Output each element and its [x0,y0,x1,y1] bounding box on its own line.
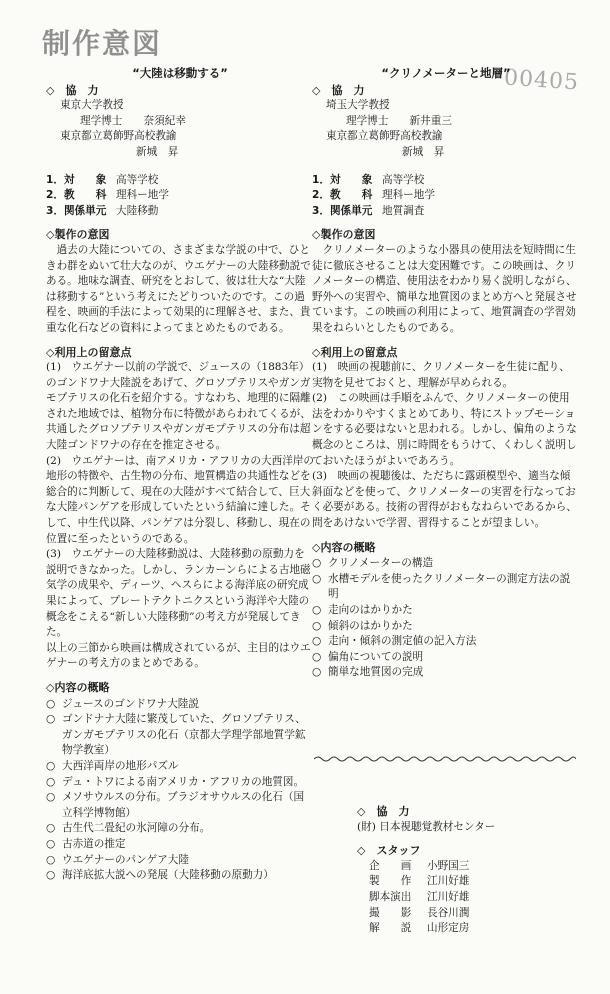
list-item: ○ 古生代二畳紀の氷河障の分布。 [46,821,314,837]
right-meta-block [312,173,580,220]
right-content-heading: ◇内容の概略 [312,540,376,554]
right-meta-label: 1．対 象 [312,173,373,186]
left-film-title: “大陸は移動する” [132,66,228,80]
right-cooperation-heading: ◇ 協 力 [312,83,365,97]
left-meta-label: 2．教 科 [46,189,107,202]
staff-name: 小野国三 [427,859,470,872]
left-usage-item: (2) ウエゲナーは、南アメリカ・アフリカの大西洋岸の地形の特徴や、古生物の分布、地質構造の共通性などを総合的に判断して、現在の大陸がすべて結合して、巨大な大陸パンゲアを形成していたという結論に達した。そして、中生代以降、パンゲアは分裂し、移動し、現在の位置に至ったというのである。 [46,454,314,545]
left-content-list [46,697,314,884]
bullet-icon: ○ [46,759,56,772]
right-content-list [312,556,580,681]
staff-name: 江川好雄 [427,890,470,903]
staff-role: 解 説 [369,922,412,935]
support-organization: (財) 日本視聴覚教材センター [357,820,496,833]
left-meta-label: 1．対 象 [46,173,107,186]
handwritten-stamp-number: 00405 [503,65,580,96]
right-coop-line: 新城 昇 [402,145,445,158]
left-coop-line: 東京大学教授 [60,99,124,112]
right-meta-row [312,173,580,189]
wavy-divider [314,754,576,764]
list-item: ○ 傾斜のはかりかた [312,619,580,635]
staff-role: 企 画 [369,859,412,872]
list-item: ○ ウエゲナーのパンゲア大陸 [46,853,314,869]
left-meta-label: 3．関係単元 [46,204,107,217]
bullet-icon: ○ [312,666,322,679]
left-usage-closing: 以上の三節から映画は構成されているが、主目的はウエゲナーの考え方のまとめである。 [46,641,311,670]
left-coop-line: 東京都立葛飾野高校教諭 [60,130,177,143]
left-meta-row [46,188,314,204]
bullet-icon: ○ [46,837,56,850]
right-usage-item: (3) 映画の視聴後は、ただちに露頭模型や、適当な傾斜面などを使って、クリノメーターの実習を行なっておく必要がある。技術の習得がおもなねらいであるから、問をあけないで学習、習得することが望ましい。 [312,470,577,530]
bullet-icon: ○ [46,775,56,788]
staff-row [357,921,577,937]
left-usage-item: (1) ウエゲナー以前の学説で、ジュースの（1883年）のゴンドワナ大陸説をあげて、グロソプテリスやガンガモプテリスの化石を紹介する。すなわち、地理的に隔離された地域では、植物分布に特徴があらわれてくるが、共通したグロソプテリスやガンガモプテリスの分布は超大陸ゴンドワナの存在を推定させる。 [46,361,311,452]
left-intent-heading: ◇製作の意図 [46,228,110,242]
right-meta-row [312,204,580,220]
right-film-column [312,66,580,681]
staff-heading: ◇ スタッフ [357,844,421,858]
list-item: ○ 水槽モデルを使ったクリノメーターの測定方法の説明 [312,572,580,603]
support-block [357,804,577,937]
right-meta-label: 3．関係単元 [312,204,373,217]
left-coop-line: 理学博士 奈須紀幸 [80,114,186,127]
left-cooperation-heading: ◇ 協 力 [46,83,99,97]
bullet-icon: ○ [312,650,322,663]
staff-row [357,874,577,890]
right-meta-value: 高等学校 [382,173,425,186]
right-usage-item: (1) 映画の視聴前に、クリノメーターを生徒に配り、実物を見せておくと、理解が早められる。 [312,361,570,389]
left-meta-row [46,204,314,220]
bullet-icon: ○ [46,697,56,710]
list-item: ○ メソサウルスの分布。ブラジオサウルスの化石（国立科学博物館） [46,790,314,821]
bullet-icon: ○ [46,853,56,866]
list-item: ○ 大西洋両岸の地形パズル [46,759,314,775]
list-item: ○ 偏角についての説明 [312,650,580,666]
list-item: ○ ジュースのゴンドワナ大陸説 [46,697,314,713]
bullet-icon: ○ [46,822,56,835]
right-coop-line: 東京都立葛飾野高校教諭 [326,130,443,143]
right-meta-value: 理科ー地学 [382,189,435,202]
staff-row [357,890,577,906]
left-coop-line: 新城 昇 [136,145,179,158]
staff-role: 製 作 [369,875,412,888]
list-item: ○ 走向のはかりかた [312,603,580,619]
bullet-icon: ○ [312,619,322,632]
left-meta-row [46,173,314,189]
bullet-icon: ○ [312,557,322,570]
left-meta-value: 高等学校 [116,173,159,186]
bullet-icon: ○ [312,572,322,585]
staff-row [357,906,577,922]
left-meta-value: 大陸移動 [116,204,159,217]
list-item: ○ 古赤道の推定 [46,837,314,853]
right-coop-line: 埼玉大学教授 [326,99,390,112]
list-item: ○ クリノメーターの構造 [312,556,580,572]
right-meta-label: 2．教 科 [312,189,373,202]
left-content-heading: ◇内容の概略 [46,680,110,694]
bullet-icon: ○ [312,635,322,648]
left-film-column [46,66,314,884]
staff-name: 江川好雄 [427,875,470,888]
right-coop-line: 理学博士 新井重三 [346,114,452,127]
right-intent-text: クリノメーターのような小器具の使用法を短時間に生徒に徹底させることは大変困難です。この映画は、クリノメーターの構造、使用法をわかり易く説明しながら、野外への実習や、簡単な地質図のまとめ方へと発展させています。この映画の利用によって、地質調査の学習効果をねらいとしたものである。 [312,243,577,334]
right-meta-value: 地質調査 [382,204,425,217]
right-meta-row [312,188,580,204]
left-usage-heading: ◇利用上の留意点 [46,345,132,359]
support-heading: ◇ 協 力 [357,805,410,818]
staff-row [357,859,577,875]
bullet-icon: ○ [46,713,56,726]
staff-name: 長谷川潤 [427,906,470,919]
list-item: ○ デュ・トワによる南アメリカ・アフリカの地質図。 [46,775,314,791]
left-meta-value: 理科ー地学 [116,189,169,202]
right-usage-item: (2) この映画は手順をふんで、クリノメーターの使用法をわかりやすくまとめてあり、特にストップモーションをする必要はないと思われる。しかし、偏角のような概念のところは、別に時間をもうけて、くわしく説明しておいたほうがよいであろう。 [312,392,577,467]
left-intent-text: 過去の大陸についての、さまざまな学説の中で、ひときわ群をぬいて壮大なのが、ウエゲナーの大陸移動説である。地味な調査、研究をとおして、彼は壮大な“大陸は移動する”という考えにたどりついたのです。この過程を、映画的手法によって効果的に理解させ、また、貴重な化石などの資料によってまとめたものである。 [46,243,311,334]
staff-role: 撮 影 [369,906,412,919]
list-item: ○ 簡単な地質図の完成 [312,665,580,681]
staff-role: 脚本演出 [369,890,412,903]
page-header-title: 制作意図 [42,27,163,60]
list-item: ○ 走向・傾斜の測定値の記入方法 [312,634,580,650]
staff-name: 山形定房 [427,922,470,935]
list-item: ○ 海洋底拡大説への発展（大陸移動の原動力） [46,868,314,884]
right-film-title: “クリノメーターと地層” [381,66,511,80]
right-intent-heading: ◇製作の意図 [312,228,376,242]
right-usage-heading: ◇利用上の留意点 [312,345,398,359]
bullet-icon: ○ [46,869,56,882]
bullet-icon: ○ [312,604,322,616]
list-item: ○ ゴンドナナ大陸に繁茂していた、グロソプテリス、ガンガモプテリスの化石（京都大学理学部地質学鉱物学教室） [46,712,314,759]
bullet-icon: ○ [46,791,56,804]
left-usage-item: (3) ウエゲナーの大陸移動説は、大陸移動の原動力を説明できなかった。しかし、ランカーンらによる古地磁気学の成果や、ディーツ、ヘスらによる海洋底の研究成果によって、プレートテクトニクスという海洋や大陸の概念をこえる“新しい大陸移動”の考え方が発展してきた。 [46,548,311,639]
left-meta-block [46,173,314,220]
